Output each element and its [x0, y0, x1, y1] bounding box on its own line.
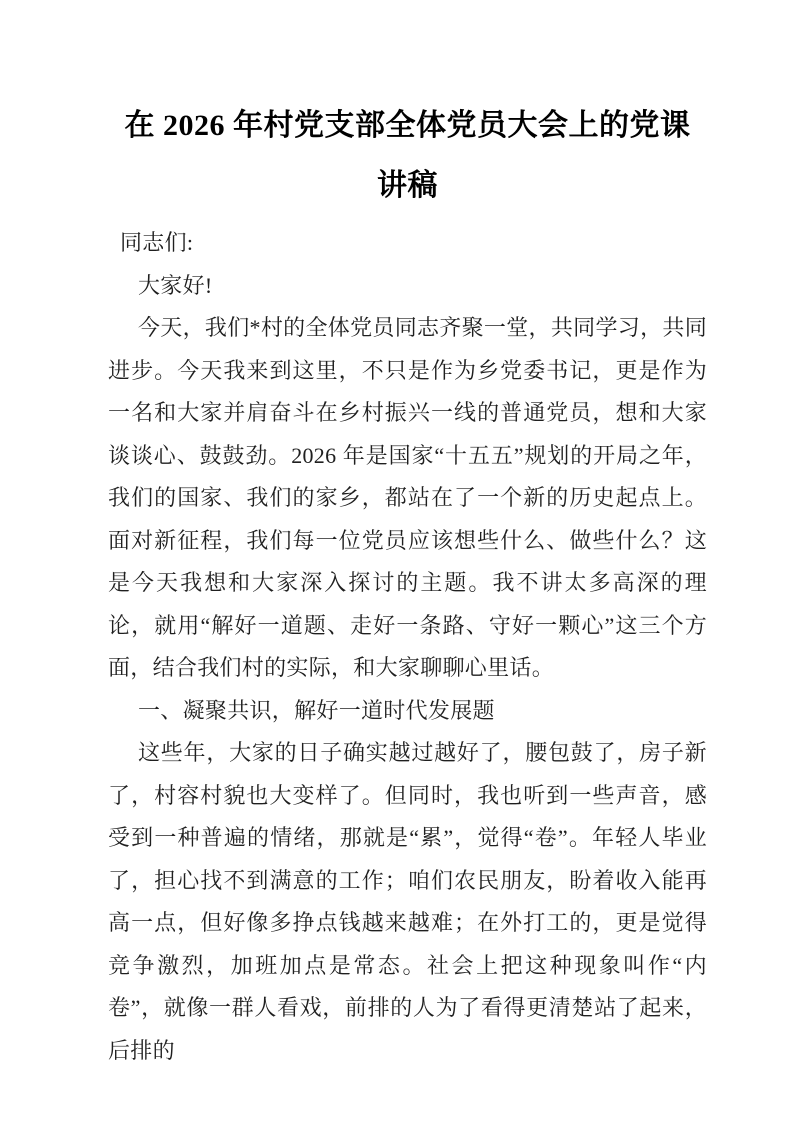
title-line-2: 讲稿: [377, 169, 438, 202]
paragraph-section-1-body: 这些年，大家的日子确实越过越好了，腰包鼓了，房子新了，村容村貌也大变样了。但同时，我也听到一些声音，感受到一种普遍的情绪，那就是“累”，觉得“卷”。年轻人毕业了，担心找不到满意的工作；咱们农民朋友，盼着收入能再高一点，但好像多挣点钱越来越难；在外打工的，更是觉得竞争激烈，加班加点是常态。社会上把这种现象叫作“内卷”，就像一群人看戏，前排的人为了看得更清楚站了起来，后排的: [108, 740, 707, 1063]
document-body: [108, 222, 707, 1072]
paragraph-greeting: 大家好!: [138, 272, 213, 298]
paragraph-introduction: 今天，我们*村的全体党员同志齐聚一堂，共同学习，共同进步。今天我来到这里，不只是作为乡党委书记，更是作为一名和大家并肩奋斗在乡村振兴一线的普通党员，想和大家谈谈心、鼓鼓劲。2026 年是国家“十五五”规划的开局之年，我们的国家、我们的家乡，都站在了一个新的历史起点上。面对新征程，我们每一位党员应该想些什么、做些什么？这是今天我想和大家深入探讨的主题。我不讲太多高深的理论，就用“解好一道题、走好一条路、守好一颗心”这三个方面，结合我们村的实际，和大家聊聊心里话。: [108, 315, 707, 680]
document-title: [108, 96, 707, 216]
salutation: 同志们:: [120, 230, 194, 255]
section-heading-1: 一、凝聚共识，解好一道时代发展题: [138, 697, 495, 723]
title-line-1: 在 2026 年村党支部全体党员大会上的党课: [124, 109, 691, 142]
